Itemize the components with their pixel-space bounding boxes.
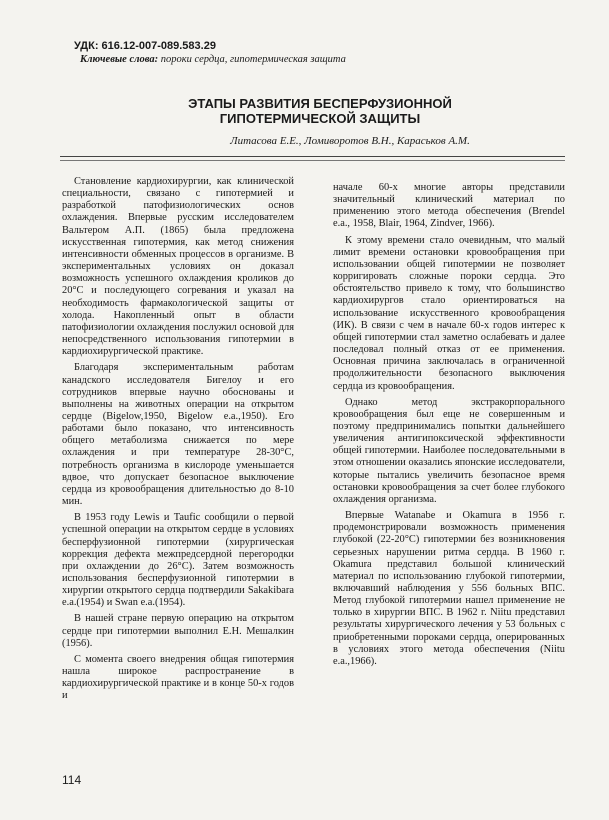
keywords-line xyxy=(80,54,540,65)
left-column xyxy=(62,176,294,707)
paragraph: начале 60-х многие авторы представили значительный клинический материал по применению этого метода обеспечения (Brendel e.a., 1958, Blair, 1964, Zindver, 1966). xyxy=(333,182,565,230)
title-line-2: ГИПОТЕРМИЧЕСКОЙ ЗАЩИТЫ xyxy=(219,111,421,126)
paragraph: Благодаря экспериментальным работам канадского исследователя Бигелоу и его сотрудников впервые научно обоснованы и выполнены на животных операции на открытом сердце (Bigelow,1950, Bigelow e.a.,1950). Его работами было показано, что интенсивность общего метаболизма снижается по мере охлаждения и при температуре 28-30°С, потребность организма в кислороде уменьшается вдвое, что допускает безопасное выключение сердца из кровообращения длительностью до 8-10 мин. xyxy=(62,362,294,508)
paragraph: В 1953 году Lewis и Taufic сообщили о первой успешной операции на открытом сердце в условиях бесперфузионной гипотермии (хирургическая коррекция дефекта межпредсердной перегородки при охлаждении до 26°С). Затем возможность использования бесперфузионной гипотермии в хирургии открытого сердца подтвердили Sakakibara e.a.(1954) и Swan e.a.(1954). xyxy=(62,512,294,609)
right-column xyxy=(333,182,565,672)
paragraph: С момента своего внедрения общая гипотермия нашла широкое распространение в кардиохирургической практике и в конце 50-х годов и xyxy=(62,653,294,702)
keywords-text: пороки сердца, гипотермическая защита xyxy=(158,54,346,65)
udk-code: УДК: 616.12-007-089.583.29 xyxy=(74,40,216,52)
article-authors: Литасова Е.Е., Ломиворотов В.Н., Караськов А.М. xyxy=(230,135,470,147)
paragraph: В нашей стране первую операцию на открытом сердце при гипотермии выполнил Е.Н. Мешалкин (1956). xyxy=(62,613,294,649)
keywords-label: Ключевые слова: xyxy=(80,54,159,65)
paragraph: Становление кардиохирургии, как клинической специальности, связано с гипотермией и разработкой патофизиологических основ охлаждения. Впервые русским исследователем Вальтером А.П. (1865) была предложена искусственная гипотермия, как метод снижения интенсивности обменных процессов в организме. В экспериментальных условиях он доказал возможность успешного охлаждения кроликов до 20°С и последующего согревания и указал на необходимость фармакологической защиты от холода. Накопленный опыт в области патофизиологии охлаждения послужил основой для непосредственного использования гипотермии в кардиохирургической практике. xyxy=(62,176,294,358)
paragraph: Однако метод экстракорпорального кровообращения был еще не совершенным и поэтому предпринимались попытки дальнейшего увеличения антигипоксической эффективности общей гипотермии. Наиболее последовательными в этом отношении оказались японские исследователи, которые пытались увеличить безопасное время остановки кровообращения за счет более глубокого охлаждения организма. xyxy=(333,396,565,505)
title-line-1: ЭТАПЫ РАЗВИТИЯ БЕСПЕРФУЗИОННОЙ xyxy=(188,96,452,111)
header-divider xyxy=(60,156,565,157)
article-title xyxy=(120,96,520,126)
page-number: 114 xyxy=(62,773,82,787)
header-divider-secondary xyxy=(60,160,565,161)
paragraph: Впервые Watanabe и Okamura в 1956 г. продемонстрировали возможность применения глубокой (22-20°С) гипотермии без возникновения серьезных нарушении ритма сердца. В 1960 г. Okamura представил большой клинический материал по использованию глубокой гипотермии, включавший наблюдения у 556 больных ВПС. Метод глубокой гипотермии нашел применение не только в хирургии ВПС. В 1962 г. Niitu представил результаты хирургического лечения у 53 больных с приобретенными пороками сердца, оперированных в условиях этого метода обеспечения (Niitu e.a.,1966). xyxy=(333,510,565,667)
paragraph: К этому времени стало очевидным, что малый лимит времени остановки кровообращения при использовании общей гипотермии не позволяет корригировать сложные пороки сердца. Это обстоятельство привело к тому, что большинство кардиохирургов стало ориентироваться на использование искусственного кровообращения (ИК). В связи с чем в начале 60-х годов интерес к общей гипотермии стал заметно ослабевать и далее последовал полный отказ от ее применения. Основная причина заключалась в ограниченной продолжительности безопасного выключения сердца из кровообращения. xyxy=(333,234,565,392)
